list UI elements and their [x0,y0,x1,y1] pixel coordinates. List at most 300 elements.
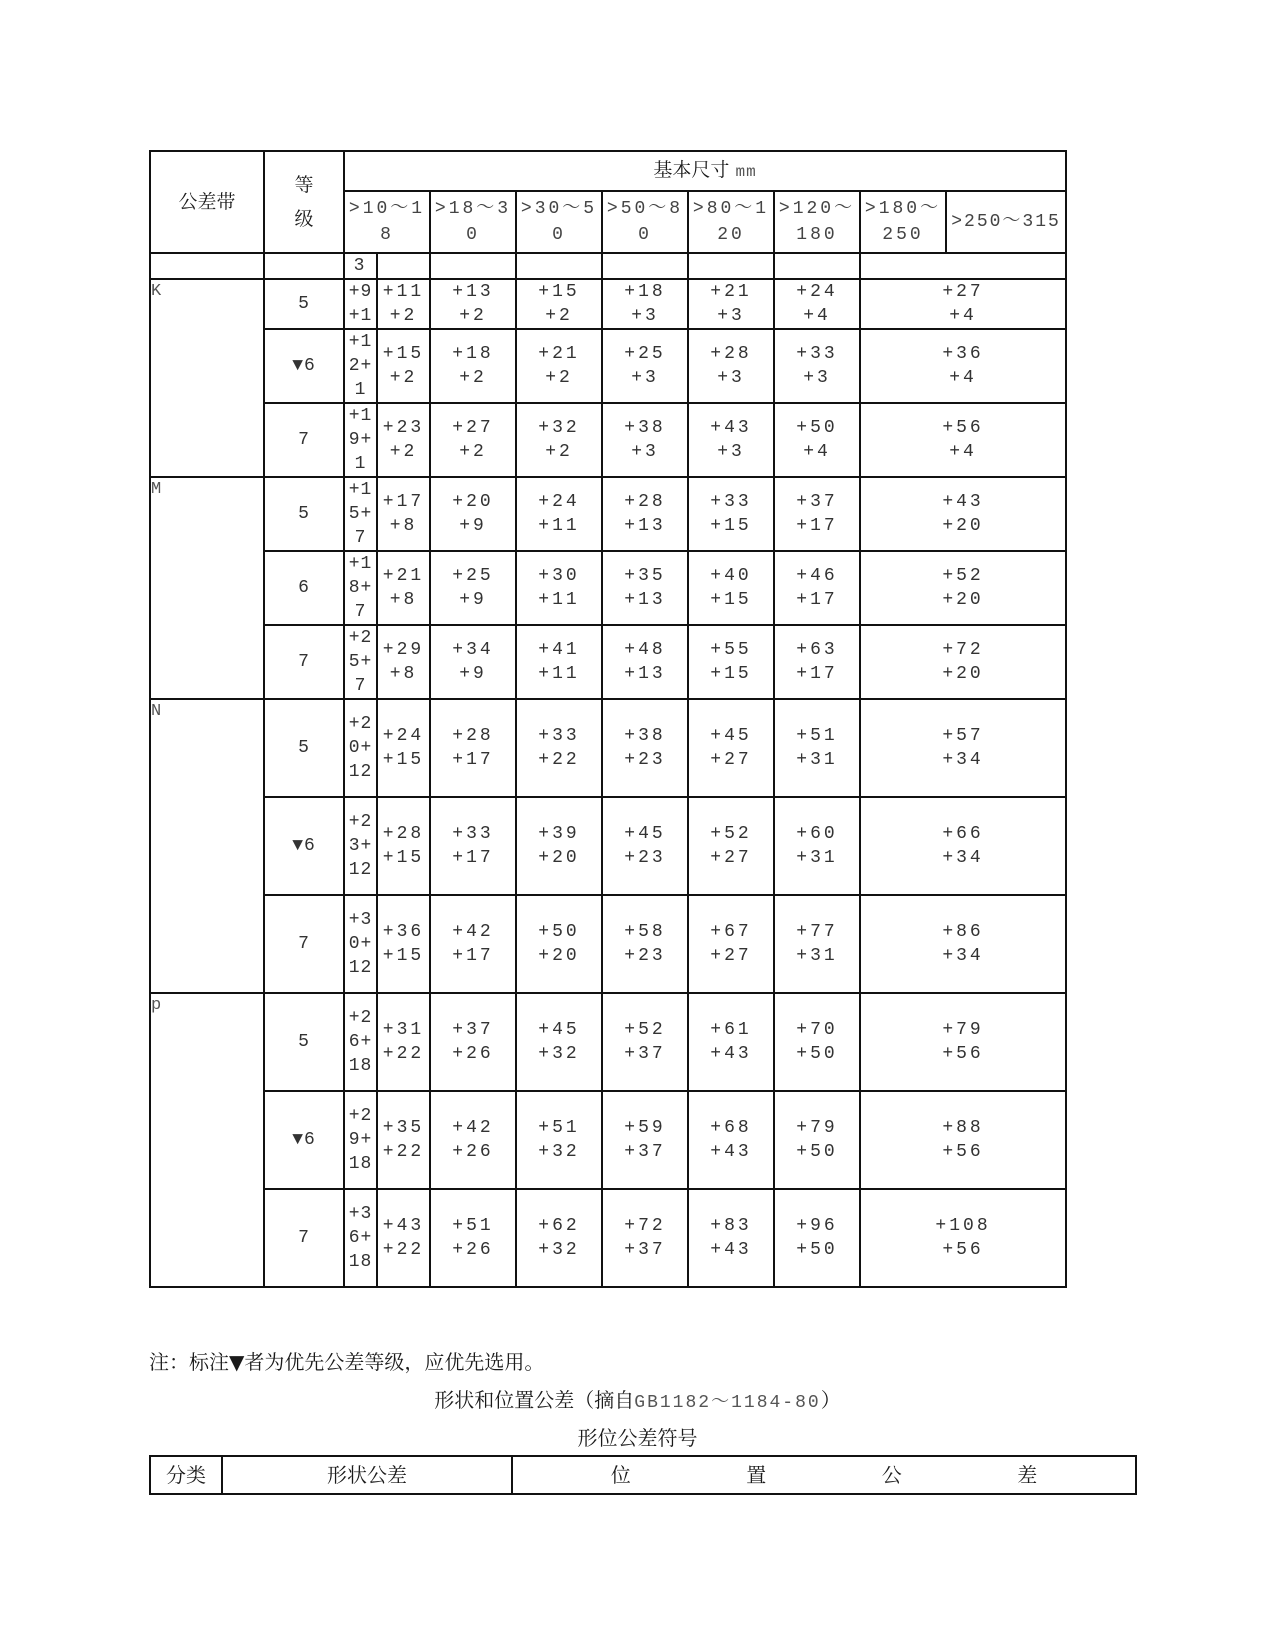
deviation-value: +27 [710,750,752,770]
header-basic-size [344,151,1066,191]
deviation-value: +67 [710,922,752,942]
deviation-cell [377,895,430,993]
grade-cell: 7 [264,1189,344,1287]
deviation-value: +15 [382,946,425,966]
table-row [150,279,1066,329]
first-range-value: +25+7 [344,625,377,699]
deviation-value: +43 [942,492,984,512]
deviation-value: +86 [942,922,984,942]
deviation-value: +32 [538,418,580,438]
first-range-value: +20+12 [344,699,377,797]
deviation-value: +4 [803,442,831,462]
deviation-cell [774,1189,860,1287]
tolerance-zone-label: K [150,279,264,477]
deviation-cell [774,797,860,895]
blank-cell [602,253,688,279]
deviation-value: +27 [710,946,752,966]
deviation-cell [430,797,516,895]
deviation-value: +9 [459,590,487,610]
size-range-header: >120～180 [774,191,860,253]
deviation-value: +21 [710,282,752,302]
blank-cell [688,253,774,279]
deviation-value: +15 [710,664,752,684]
size-range-header: >250～315 [946,191,1066,253]
deviation-value: +79 [942,1020,984,1040]
section-title-prefix: 形状和位置公差（摘自 [434,1388,635,1412]
deviation-cell [430,329,516,403]
deviation-value: +13 [452,282,494,302]
deviation-value: +33 [796,344,838,364]
deviation-value: +72 [942,640,984,660]
deviation-cell [377,699,430,797]
deviation-value: +3 [803,368,831,388]
deviation-cell [688,895,774,993]
deviation-value: +37 [452,1020,494,1040]
deviation-value: +2 [459,368,487,388]
table-row [150,699,1066,797]
deviation-value: +34 [942,750,984,770]
deviation-value: +3 [631,306,659,326]
deviation-cell [430,625,516,699]
deviation-value: +34 [942,946,984,966]
deviation-value: +36 [942,344,984,364]
deviation-value: +45 [710,726,752,746]
deviation-value: +51 [538,1118,580,1138]
deviation-value: +17 [452,848,494,868]
deviation-cell [860,477,1066,551]
deviation-value: +2 [389,368,418,388]
position-header-char: 差 [1017,1463,1038,1487]
deviation-value: +27 [942,282,984,302]
deviation-cell [516,279,602,329]
table-row [150,329,1066,403]
symbols-table [149,1455,1137,1495]
deviation-cell [688,279,774,329]
table-row [150,993,1066,1091]
symbols-header-category: 分类 [150,1456,222,1494]
deviation-cell [860,1189,1066,1287]
grade-cell: 7 [264,895,344,993]
deviation-value: +38 [624,418,666,438]
deviation-cell [377,625,430,699]
preferred-grade-note: 注：标注▼者为优先公差等级，应优先选用。 [149,1350,545,1374]
position-header-char: 置 [746,1463,767,1487]
deviation-cell [430,1189,516,1287]
grade-cell: 5 [264,279,344,329]
deviation-value: +35 [382,1118,425,1138]
table-row [150,403,1066,477]
deviation-value: +18 [452,344,494,364]
deviation-cell [377,279,430,329]
deviation-value: +25 [452,566,494,586]
deviation-value: +8 [389,590,418,610]
first-range-value: +15+7 [344,477,377,551]
deviation-value: +11 [538,516,580,536]
header-grade [264,151,344,253]
deviation-value: +50 [796,1240,838,1260]
deviation-cell [602,895,688,993]
deviation-cell [774,895,860,993]
deviation-value: +20 [942,516,984,536]
deviation-value: +28 [624,492,666,512]
grade-cell: ▼6 [264,797,344,895]
deviation-cell [430,993,516,1091]
deviation-cell [377,1091,430,1189]
deviation-value: +40 [710,566,752,586]
deviation-value: +3 [631,442,659,462]
deviation-cell [430,279,516,329]
deviation-value: +2 [459,306,487,326]
size-range-header: >18～30 [430,191,516,253]
deviation-value: +37 [796,492,838,512]
deviation-cell [688,797,774,895]
deviation-value: +4 [949,442,977,462]
grade-cell: 7 [264,625,344,699]
deviation-value: +36 [382,922,425,942]
deviation-value: +18 [624,282,666,302]
deviation-value: +20 [538,848,580,868]
deviation-value: +15 [382,750,425,770]
deviation-cell [377,797,430,895]
deviation-cell [774,625,860,699]
table-row [150,1189,1066,1287]
deviation-cell [860,403,1066,477]
deviation-value: +62 [538,1216,580,1236]
deviation-cell [602,1189,688,1287]
deviation-value: +8 [389,516,418,536]
deviation-value: +4 [949,306,977,326]
deviation-value: +33 [538,726,580,746]
deviation-value: +45 [538,1020,580,1040]
deviation-cell [377,551,430,625]
size-range-header: >50～80 [602,191,688,253]
deviation-cell [430,1091,516,1189]
deviation-cell [774,1091,860,1189]
deviation-value: +3 [717,442,745,462]
deviation-cell [602,699,688,797]
deviation-value: +23 [624,750,666,770]
deviation-value: +41 [538,640,580,660]
deviation-cell [516,993,602,1091]
deviation-value: +4 [803,306,831,326]
deviation-value: +42 [452,922,494,942]
deviation-value: +34 [452,640,494,660]
deviation-value: +17 [452,946,494,966]
deviation-cell [377,477,430,551]
deviation-cell [516,1189,602,1287]
deviation-cell [602,279,688,329]
deviation-cell [774,551,860,625]
deviation-value: +39 [538,824,580,844]
position-header-char: 位 [610,1463,631,1487]
deviation-value: +20 [942,664,984,684]
deviation-value: +9 [459,516,487,536]
deviation-value: +56 [942,1240,984,1260]
grade-cell: 6 [264,551,344,625]
deviation-value: +43 [710,1142,752,1162]
deviation-value: +45 [624,824,666,844]
deviation-value: +2 [545,306,573,326]
deviation-cell [774,279,860,329]
deviation-value: +70 [796,1020,838,1040]
deviation-value: +11 [382,282,425,302]
deviation-value: +50 [796,1142,838,1162]
table-row [150,1091,1066,1189]
deviation-cell [688,699,774,797]
deviation-value: +108 [935,1216,991,1236]
deviation-value: +15 [710,516,752,536]
deviation-value: +2 [545,442,573,462]
blank-cell [264,253,344,279]
deviation-value: +37 [624,1044,666,1064]
deviation-cell [516,895,602,993]
deviation-cell [516,797,602,895]
deviation-value: +33 [452,824,494,844]
deviation-cell [602,625,688,699]
deviation-value: +20 [538,946,580,966]
deviation-value: +72 [624,1216,666,1236]
deviation-value: +13 [624,516,666,536]
deviation-value: +23 [624,946,666,966]
deviation-value: +43 [710,1240,752,1260]
deviation-value: +17 [382,492,425,512]
tolerance-table [149,150,1067,1288]
deviation-value: +26 [452,1142,494,1162]
deviation-value: +24 [538,492,580,512]
basic-size-unit: mm [735,163,757,181]
deviation-cell [860,625,1066,699]
deviation-value: +83 [710,1216,752,1236]
first-range-value: +30+12 [344,895,377,993]
size-range-header: >80～120 [688,191,774,253]
section-title-suffix: ） [820,1388,841,1412]
deviation-value: +55 [710,640,752,660]
deviation-cell [688,329,774,403]
deviation-value: +58 [624,922,666,942]
deviation-cell [516,551,602,625]
deviation-cell [602,1091,688,1189]
deviation-cell [377,329,430,403]
deviation-value: +42 [452,1118,494,1138]
deviation-cell [688,1189,774,1287]
deviation-value: +26 [452,1044,494,1064]
deviation-value: +27 [710,848,752,868]
deviation-value: +28 [710,344,752,364]
first-range-value: +12+1 [344,329,377,403]
grade-cell: 5 [264,699,344,797]
deviation-cell [688,403,774,477]
deviation-value: +15 [538,282,580,302]
deviation-value: +27 [452,418,494,438]
deviation-value: +22 [538,750,580,770]
size-range-header: >180～250 [860,191,946,253]
deviation-value: +28 [452,726,494,746]
deviation-cell [774,699,860,797]
deviation-cell [430,403,516,477]
deviation-value: +13 [624,590,666,610]
deviation-value: +37 [624,1142,666,1162]
deviation-value: +43 [710,1044,752,1064]
deviation-value: +22 [382,1044,425,1064]
grade-cell: 5 [264,993,344,1091]
first-range-value: +36+18 [344,1189,377,1287]
size-range-header: >10～18 [344,191,430,253]
deviation-value: +3 [631,368,659,388]
deviation-value: +8 [389,664,418,684]
deviation-cell [430,551,516,625]
deviation-cell [774,993,860,1091]
deviation-value: +3 [717,368,745,388]
grade-cell: ▼6 [264,329,344,403]
tolerance-zone-label: p [150,993,264,1287]
deviation-value: +37 [624,1240,666,1260]
deviation-cell [377,1189,430,1287]
basic-size-title: 基本尺寸 [653,159,730,181]
deviation-value: +31 [382,1020,425,1040]
deviation-value: +32 [538,1240,580,1260]
deviation-cell [688,993,774,1091]
deviation-value: +61 [710,1020,752,1040]
blank-cell [377,253,430,279]
deviation-value: +50 [796,418,838,438]
deviation-value: +31 [796,848,838,868]
symbols-header-form: 形状公差 [222,1456,512,1494]
first-range-value: +19+1 [344,403,377,477]
first-range-value: +26+18 [344,993,377,1091]
deviation-value: +35 [624,566,666,586]
deviation-cell [688,1091,774,1189]
deviation-value: +15 [382,344,425,364]
deviation-cell [516,329,602,403]
deviation-cell [516,403,602,477]
deviation-cell [860,1091,1066,1189]
header-grade-text: 等级 [294,174,314,230]
deviation-cell [602,551,688,625]
deviation-value: +77 [796,922,838,942]
deviation-value: +30 [538,566,580,586]
deviation-value: +66 [942,824,984,844]
deviation-value: +23 [624,848,666,868]
deviation-value: +26 [452,1240,494,1260]
deviation-value: +15 [710,590,752,610]
deviation-value: +59 [624,1118,666,1138]
deviation-value: +15 [382,848,425,868]
deviation-cell [602,993,688,1091]
first-range-value: +29+18 [344,1091,377,1189]
deviation-value: +46 [796,566,838,586]
deviation-cell [602,403,688,477]
deviation-value: +2 [389,442,418,462]
deviation-value: +4 [949,368,977,388]
deviation-cell [602,477,688,551]
deviation-value: +31 [796,750,838,770]
size-range-header: >30～50 [516,191,602,253]
deviation-cell [602,797,688,895]
deviation-cell [377,403,430,477]
deviation-value: +32 [538,1044,580,1064]
deviation-cell [430,895,516,993]
deviation-value: +34 [942,848,984,868]
deviation-cell [516,1091,602,1189]
deviation-value: +79 [796,1118,838,1138]
deviation-value: +11 [538,664,580,684]
deviation-cell [774,403,860,477]
deviation-value: +56 [942,1142,984,1162]
deviation-cell [688,551,774,625]
deviation-value: +2 [545,368,573,388]
deviation-value: +33 [710,492,752,512]
deviation-value: +68 [710,1118,752,1138]
deviation-value: +88 [942,1118,984,1138]
deviation-cell [860,279,1066,329]
deviation-cell [860,699,1066,797]
deviation-value: +60 [796,824,838,844]
blank-cell [774,253,860,279]
deviation-value: +2 [389,306,418,326]
deviation-cell [774,329,860,403]
blank-cell [860,253,1066,279]
blank-cell [516,253,602,279]
tolerance-zone-label: N [150,699,264,993]
deviation-cell [377,993,430,1091]
deviation-value: +28 [382,824,425,844]
table-row [150,797,1066,895]
deviation-value: +9 [459,664,487,684]
position-header-char: 公 [881,1463,902,1487]
deviation-value: +51 [452,1216,494,1236]
deviation-cell [516,699,602,797]
deviation-value: +52 [624,1020,666,1040]
deviation-value: +24 [382,726,425,746]
deviation-cell [430,699,516,797]
section-subtitle: 形位公差符号 [577,1426,698,1450]
deviation-value: +56 [942,418,984,438]
deviation-cell [430,477,516,551]
deviation-cell [602,329,688,403]
deviation-value: +24 [796,282,838,302]
deviation-value: +11 [538,590,580,610]
deviation-value: +17 [796,590,838,610]
deviation-value: +22 [382,1142,425,1162]
deviation-value: +29 [382,640,425,660]
section-title-code: GB1182～1184-80 [634,1393,821,1413]
section-title [0,1384,1275,1413]
deviation-value: +20 [942,590,984,610]
deviation-cell [860,329,1066,403]
table-row [150,477,1066,551]
deviation-value: +48 [624,640,666,660]
symbols-header-position [512,1456,1136,1494]
table-row [150,551,1066,625]
deviation-cell [774,477,860,551]
first-range-value: +9+1 [344,279,377,329]
deviation-cell [860,895,1066,993]
deviation-value: +50 [538,922,580,942]
deviation-value: +38 [624,726,666,746]
deviation-value: +96 [796,1216,838,1236]
deviation-value: +13 [624,664,666,684]
deviation-value: +50 [796,1044,838,1064]
deviation-value: +51 [796,726,838,746]
first-range-value: +18+7 [344,551,377,625]
deviation-cell [860,551,1066,625]
deviation-value: +32 [538,1142,580,1162]
deviation-value: +52 [942,566,984,586]
deviation-value: +23 [382,418,425,438]
blank-cell [430,253,516,279]
tolerance-zone-label: M [150,477,264,699]
deviation-value: +22 [382,1240,425,1260]
